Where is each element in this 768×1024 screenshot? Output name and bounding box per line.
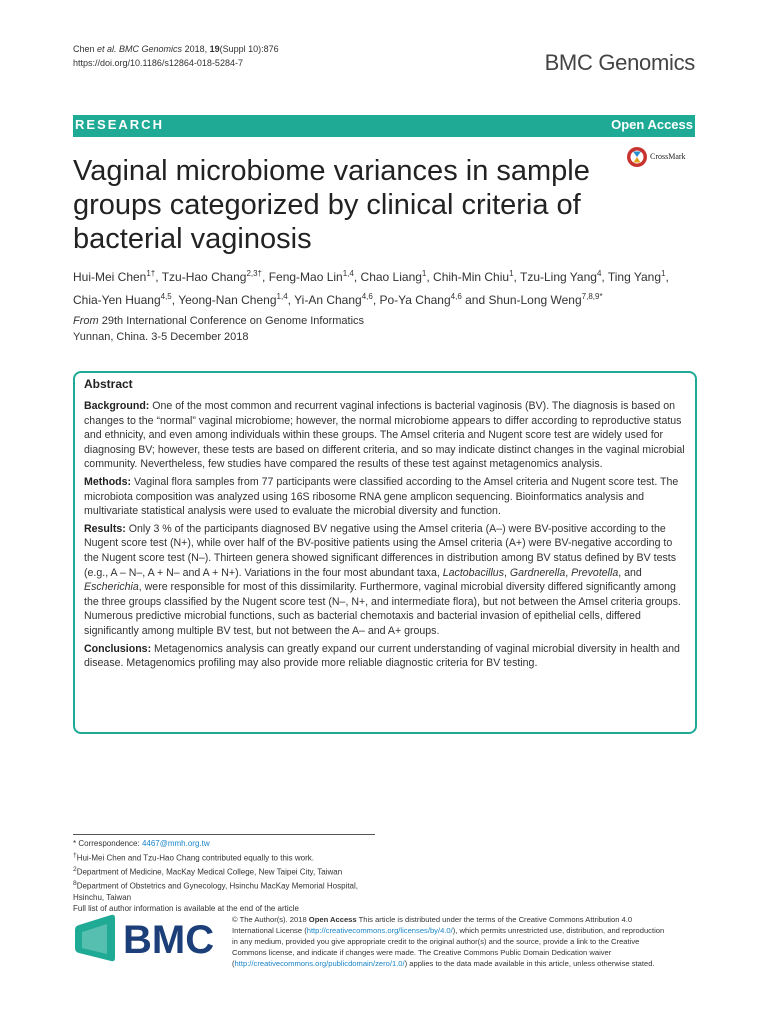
- journal-name: BMC Genomics: [544, 50, 695, 75]
- abstract-methods: Methods: Vaginal flora samples from 77 participants were classified according to the Amsel criteria and Nugent score test. The microbiota composition was analyzed using 16S ribosome RNA gene amplicon sequencing. Bioinformatics analysis and multivariate statistical analysis were used to evaluate the microbial diversity and function.: [84, 475, 679, 518]
- author-name: Chih-Min Chiu: [433, 270, 510, 284]
- author-name: Tzu-Ling Yang: [519, 270, 597, 284]
- author-affiliation-marker: 4,6: [361, 292, 373, 301]
- author-name: Po-Ya Chang: [379, 293, 451, 307]
- abstract-conclusions: Conclusions: Metagenomics analysis can greatly expand our current understanding of vaginal microbial diversity in health and disease. Metagenomics profiling may also provide more reliable diagnostic criteria for BV testing.: [84, 642, 680, 670]
- author-affiliation-marker: 4,6: [450, 292, 462, 301]
- author-affiliation-marker: 1: [509, 269, 514, 278]
- bmc-logo: [73, 908, 218, 968]
- affiliation-2: $^2$Department of Medicine, MacKay Medical College, New Taipei City, Taiwan: [73, 865, 343, 877]
- conference-note: From 29th International Conference on Genome Informatics Yunnan, China. 3-5 December 2018: [73, 315, 365, 343]
- crossmark-icon: [626, 146, 648, 168]
- author-affiliation-marker: 1,4: [276, 292, 288, 301]
- crossmark-label: CrossMark: [650, 152, 686, 161]
- author-name: Hui-Mei Chen: [73, 270, 147, 284]
- cc-zero-license-link[interactable]: http://creativecommons.org/publicdomain/zero/1.0/: [234, 959, 405, 968]
- article-type-label: RESEARCH: [75, 117, 164, 132]
- author-name: Tzu-Hao Chang: [161, 270, 247, 284]
- footnote-divider: [73, 834, 375, 835]
- abstract-heading: Abstract: [84, 377, 133, 391]
- author-list: Hui-Mei Chen$^{1\dagger}$, Tzu-Hao Chang$^{2,3\dagger}$, Feng-Mao Lin$^{1,4}$, Chao Liang$^1$, Chih-Min Chiu$^1$, Tzu-Ling Yang$^4$, Ting Yang$^1$, Chia-Yen Huang$^{4,5}$, Yeong-Nan Cheng$^{1,4}$, Yi-An Chang$^{4,6}$, Po-Ya Chang$^{4,6}$ and Shun-Long Weng$^{7,8,9*}$: [73, 269, 669, 307]
- author-affiliation-marker: 1: [661, 269, 666, 278]
- abstract-results: Results: Only 3 % of the participants diagnosed BV negative using the Amsel criteria (A–) were BV-positive according to the Nugent score test (N+), while over half of the BV-positive patients using the Amsel criteria (A+) were BV-negative according to the Nugent score test (N–). Thirteen genera showed significant differences in distribution among BV status defined by BV tests (e.g., A – N–, A + N– and A + N+). Variations in the four most abundant taxa, Lactobacillus, Gardnerella, Prevotella, and Escherichia, were responsible for most of this dissimilarity. Furthermore, vaginal microbial diversity differed significantly among the three groups classified by the Nugent score test (N–, N+, and intermediate flora), but not between the Amsel criteria groups. Numerous predictive microbial functions, such as bacterial chemotaxis and bacterial invasion of epithelial cells, differed significantly among multiple BV test, but not between the A– and A+ groups.: [84, 522, 681, 637]
- affiliation-8: $^8$Department of Obstetrics and Gynecology, Hsinchu MacKay Memorial Hospital, Hsinchu, Taiwan: [73, 879, 359, 902]
- author-affiliation-marker: 1: [421, 269, 427, 278]
- author-affiliation-marker: 4,5: [160, 292, 172, 301]
- crossmark-button[interactable]: [626, 146, 706, 176]
- footnotes: [73, 838, 383, 915]
- license-text: © The Author(s). 2018 Open Access This article is distributed under the terms of the Creative Commons Attribution 4.0 International License (http://creativecommons.org/licenses/by/4.0/), which permits unrestricted use, distribution, and reproduction in any medium, provided you give appropriate credit to the original author(s) and the source, provide a link to the Creative Commons license, and indicate if changes were made. The Creative Commons Public Domain Dedication waiver (http://creativecommons.org/publicdomain/zero/1.0/) applies to the data made available in this article, unless otherwise stated.: [232, 915, 665, 968]
- author-name: Feng-Mao Lin: [268, 270, 343, 284]
- author-affiliation-marker: 1†: [146, 269, 156, 278]
- author-affiliation-marker: 2,3†: [246, 269, 263, 278]
- bmc-logo-text: BMC: [123, 918, 215, 962]
- author-name: Chia-Yen Huang: [73, 293, 161, 307]
- author-name: Ting Yang: [607, 270, 661, 284]
- article-title: Vaginal microbiome variances in sample groups categorized by clinical criteria of bacterial vaginosis: [73, 155, 590, 255]
- citation-line: Chen et al. BMC Genomics 2018, 19(Suppl 10):876: [73, 44, 279, 54]
- citation-block: [73, 42, 279, 70]
- author-affiliation-marker: 1,4: [342, 269, 354, 278]
- author-affiliation-marker: 4: [596, 269, 602, 278]
- author-affiliation-marker: 7,8,9*: [581, 292, 603, 301]
- equal-contribution-note: †Hui-Mei Chen and Tzu-Hao Chang contributed equally to this work.: [73, 851, 315, 863]
- full-author-info-note: Full list of author information is available at the end of the article: [73, 904, 299, 914]
- author-name: Chao Liang: [360, 270, 422, 284]
- correspondence: * Correspondence: 4467@mmh.org.tw: [73, 839, 210, 848]
- cc-by-license-link[interactable]: http://creativecommons.org/licenses/by/4.0/: [306, 926, 453, 935]
- author-name: Yeong-Nan Cheng: [178, 293, 277, 307]
- abstract-box: [73, 371, 697, 734]
- author-name: Shun-Long Weng: [488, 293, 582, 307]
- abstract-background: Background: One of the most common and recurrent vaginal infections is bacterial vaginosis (BV). The diagnosis is based on changes to the “normal” vaginal microbiome; however, the normal microbiome appears to differ according to reproductive status and ethnicity, and even among individuals within these groups. The Amsel criteria and Nugent score test are widely used for diagnosing BV; however, these tests are based on different criteria, and so may indicate distinct changes in the vaginal microbial community. Nevertheless, few studies have compared the results of these test against metagenomics analysis.: [84, 400, 685, 471]
- author-name: Yi-An Chang: [294, 293, 362, 307]
- doi-link[interactable]: https://doi.org/10.1186/s12864-018-5284-7: [73, 58, 243, 68]
- open-access-label: Open Access: [611, 117, 693, 132]
- correspondence-email-link[interactable]: 4467@mmh.org.tw: [141, 839, 210, 848]
- article-type-banner: [73, 115, 695, 137]
